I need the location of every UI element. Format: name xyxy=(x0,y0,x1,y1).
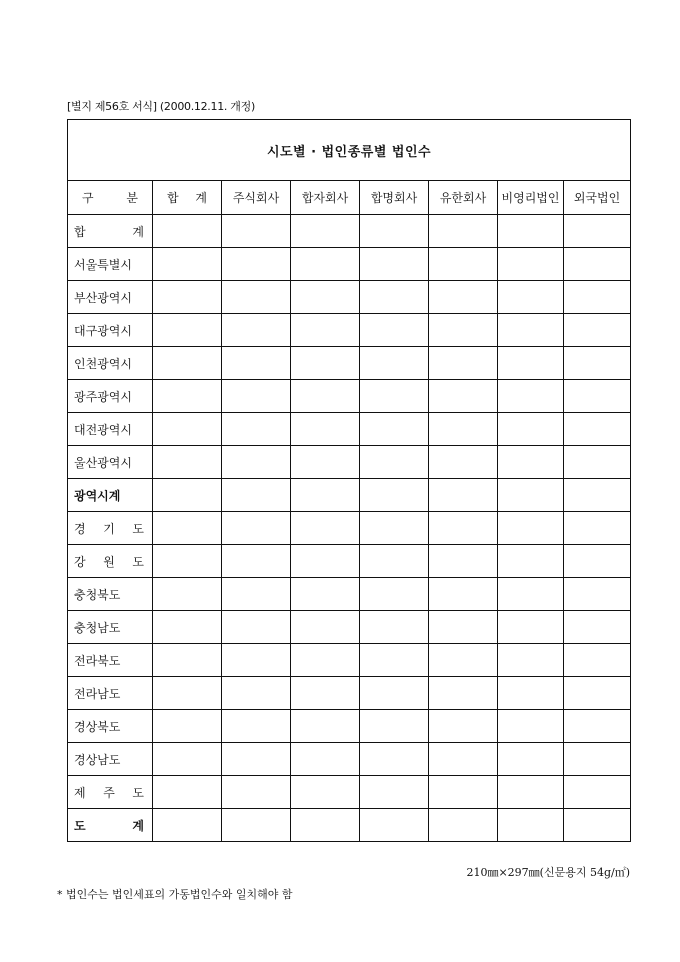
entry-cell[interactable] xyxy=(291,413,360,446)
table-row xyxy=(68,743,631,776)
entry-cell[interactable] xyxy=(360,413,429,446)
row-label: 경 기 도 xyxy=(68,512,153,545)
entry-cell[interactable] xyxy=(360,809,429,842)
entry-cell[interactable] xyxy=(153,479,222,512)
entry-cell[interactable] xyxy=(564,743,631,776)
entry-cell[interactable] xyxy=(222,347,291,380)
entry-cell[interactable] xyxy=(498,347,564,380)
entry-cell[interactable] xyxy=(153,314,222,347)
row-label: 도 계 xyxy=(68,809,153,842)
entry-cell[interactable] xyxy=(498,479,564,512)
entry-cell[interactable] xyxy=(564,545,631,578)
entry-cell[interactable] xyxy=(429,380,498,413)
entry-cell[interactable] xyxy=(429,446,498,479)
entry-cell[interactable] xyxy=(360,215,429,248)
entry-cell[interactable] xyxy=(498,281,564,314)
entry-cell[interactable] xyxy=(291,545,360,578)
entry-cell[interactable] xyxy=(498,809,564,842)
entry-cell[interactable] xyxy=(564,578,631,611)
entry-cell[interactable] xyxy=(153,809,222,842)
entry-cell[interactable] xyxy=(291,809,360,842)
entry-cell[interactable] xyxy=(498,578,564,611)
entry-cell[interactable] xyxy=(429,809,498,842)
table-row xyxy=(68,380,631,413)
entry-cell[interactable] xyxy=(564,644,631,677)
row-label: 울산광역시 xyxy=(68,446,153,479)
entry-cell[interactable] xyxy=(564,281,631,314)
table-row xyxy=(68,215,631,248)
entry-cell[interactable] xyxy=(291,743,360,776)
table-row xyxy=(68,479,631,512)
table-row xyxy=(68,281,631,314)
row-label: 제 주 도 xyxy=(68,776,153,809)
entry-cell[interactable] xyxy=(429,479,498,512)
row-label: 대구광역시 xyxy=(68,314,153,347)
entry-cell[interactable] xyxy=(564,479,631,512)
entry-cell[interactable] xyxy=(222,611,291,644)
entry-cell[interactable] xyxy=(291,479,360,512)
entry-cell[interactable] xyxy=(498,710,564,743)
entry-cell[interactable] xyxy=(153,248,222,281)
entry-cell[interactable] xyxy=(291,347,360,380)
entry-cell[interactable] xyxy=(153,446,222,479)
entry-cell[interactable] xyxy=(153,545,222,578)
entry-cell[interactable] xyxy=(360,380,429,413)
row-label: 대전광역시 xyxy=(68,413,153,446)
entry-cell[interactable] xyxy=(564,611,631,644)
entry-cell[interactable] xyxy=(429,644,498,677)
footnote: * 법인수는 법인세표의 가동법인수와 일치해야 함 xyxy=(57,888,293,901)
table-row xyxy=(68,512,631,545)
table-row xyxy=(68,347,631,380)
entry-cell[interactable] xyxy=(222,545,291,578)
entry-cell[interactable] xyxy=(153,611,222,644)
entry-cell[interactable] xyxy=(222,809,291,842)
entry-cell[interactable] xyxy=(498,677,564,710)
entry-cell[interactable] xyxy=(429,677,498,710)
entry-cell[interactable] xyxy=(153,413,222,446)
column-header: 유한회사 xyxy=(429,181,498,215)
entry-cell[interactable] xyxy=(153,644,222,677)
entry-cell[interactable] xyxy=(564,380,631,413)
entry-cell[interactable] xyxy=(153,578,222,611)
entry-cell[interactable] xyxy=(360,644,429,677)
table-row xyxy=(68,248,631,281)
table-row xyxy=(68,446,631,479)
entry-cell[interactable] xyxy=(222,776,291,809)
entry-cell[interactable] xyxy=(564,809,631,842)
row-label: 경상남도 xyxy=(68,743,153,776)
entry-cell[interactable] xyxy=(291,578,360,611)
entry-cell[interactable] xyxy=(153,743,222,776)
table-row xyxy=(68,314,631,347)
entry-cell[interactable] xyxy=(360,248,429,281)
table-row xyxy=(68,809,631,842)
table-row xyxy=(68,677,631,710)
entry-cell[interactable] xyxy=(291,248,360,281)
entry-cell[interactable] xyxy=(360,314,429,347)
entry-cell[interactable] xyxy=(291,281,360,314)
entry-cell[interactable] xyxy=(222,743,291,776)
row-label: 광역시계 xyxy=(68,479,153,512)
entry-cell[interactable] xyxy=(498,644,564,677)
entry-cell[interactable] xyxy=(291,776,360,809)
entry-cell[interactable] xyxy=(360,611,429,644)
form-header: [별지 제56호 서식] (2000.12.11. 개정) xyxy=(67,100,255,113)
entry-cell[interactable] xyxy=(222,644,291,677)
corporation-count-table xyxy=(67,119,631,842)
entry-cell[interactable] xyxy=(564,215,631,248)
column-header: 비영리법인 xyxy=(498,181,564,215)
entry-cell[interactable] xyxy=(429,578,498,611)
row-label: 충청북도 xyxy=(68,578,153,611)
table-row xyxy=(68,545,631,578)
entry-cell[interactable] xyxy=(564,710,631,743)
entry-cell[interactable] xyxy=(222,512,291,545)
entry-cell[interactable] xyxy=(291,710,360,743)
entry-cell[interactable] xyxy=(498,743,564,776)
paper-size-note: 210㎜×297㎜(신문용지 54g/㎡) xyxy=(466,866,630,879)
row-label: 부산광역시 xyxy=(68,281,153,314)
entry-cell[interactable] xyxy=(498,446,564,479)
table-row xyxy=(68,710,631,743)
table-title: 시도별 · 법인종류별 법인수 xyxy=(68,120,631,181)
entry-cell[interactable] xyxy=(291,314,360,347)
row-label: 서울특별시 xyxy=(68,248,153,281)
entry-cell[interactable] xyxy=(222,479,291,512)
entry-cell[interactable] xyxy=(564,248,631,281)
table-row xyxy=(68,776,631,809)
entry-cell[interactable] xyxy=(153,347,222,380)
table-row xyxy=(68,644,631,677)
entry-cell[interactable] xyxy=(222,314,291,347)
entry-cell[interactable] xyxy=(498,314,564,347)
entry-cell[interactable] xyxy=(429,314,498,347)
column-header: 구 분 xyxy=(68,181,153,215)
entry-cell[interactable] xyxy=(222,380,291,413)
entry-cell[interactable] xyxy=(153,710,222,743)
entry-cell[interactable] xyxy=(291,446,360,479)
entry-cell[interactable] xyxy=(564,512,631,545)
entry-cell[interactable] xyxy=(564,677,631,710)
entry-cell[interactable] xyxy=(360,512,429,545)
entry-cell[interactable] xyxy=(429,545,498,578)
entry-cell[interactable] xyxy=(429,215,498,248)
entry-cell[interactable] xyxy=(360,578,429,611)
entry-cell[interactable] xyxy=(498,776,564,809)
entry-cell[interactable] xyxy=(291,380,360,413)
entry-cell[interactable] xyxy=(564,314,631,347)
entry-cell[interactable] xyxy=(429,710,498,743)
row-label: 전라북도 xyxy=(68,644,153,677)
entry-cell[interactable] xyxy=(498,545,564,578)
entry-cell[interactable] xyxy=(429,743,498,776)
entry-cell[interactable] xyxy=(153,215,222,248)
table-body xyxy=(68,215,631,842)
entry-cell[interactable] xyxy=(498,611,564,644)
entry-cell[interactable] xyxy=(153,281,222,314)
entry-cell[interactable] xyxy=(153,380,222,413)
entry-cell[interactable] xyxy=(222,215,291,248)
entry-cell[interactable] xyxy=(564,446,631,479)
entry-cell[interactable] xyxy=(360,281,429,314)
entry-cell[interactable] xyxy=(429,248,498,281)
table-row xyxy=(68,578,631,611)
entry-cell[interactable] xyxy=(429,413,498,446)
entry-cell[interactable] xyxy=(429,281,498,314)
entry-cell[interactable] xyxy=(222,281,291,314)
entry-cell[interactable] xyxy=(360,776,429,809)
title-row xyxy=(68,120,631,181)
entry-cell[interactable] xyxy=(153,677,222,710)
entry-cell[interactable] xyxy=(498,248,564,281)
entry-cell[interactable] xyxy=(222,710,291,743)
table-row xyxy=(68,611,631,644)
entry-cell[interactable] xyxy=(429,776,498,809)
entry-cell[interactable] xyxy=(222,677,291,710)
entry-cell[interactable] xyxy=(498,215,564,248)
entry-cell[interactable] xyxy=(222,578,291,611)
entry-cell[interactable] xyxy=(564,347,631,380)
entry-cell[interactable] xyxy=(222,446,291,479)
row-label: 전라남도 xyxy=(68,677,153,710)
column-header: 외국법인 xyxy=(564,181,631,215)
column-header: 합 계 xyxy=(153,181,222,215)
column-header: 합자회사 xyxy=(291,181,360,215)
entry-cell[interactable] xyxy=(360,545,429,578)
entry-cell[interactable] xyxy=(429,347,498,380)
entry-cell[interactable] xyxy=(360,347,429,380)
row-label: 합 계 xyxy=(68,215,153,248)
entry-cell[interactable] xyxy=(429,512,498,545)
row-label: 인천광역시 xyxy=(68,347,153,380)
entry-cell[interactable] xyxy=(498,380,564,413)
column-header: 주식회사 xyxy=(222,181,291,215)
row-label: 충청남도 xyxy=(68,611,153,644)
entry-cell[interactable] xyxy=(291,215,360,248)
entry-cell[interactable] xyxy=(291,644,360,677)
row-label: 경상북도 xyxy=(68,710,153,743)
form-frame xyxy=(67,119,630,842)
entry-cell[interactable] xyxy=(360,743,429,776)
row-label: 광주광역시 xyxy=(68,380,153,413)
row-label: 강 원 도 xyxy=(68,545,153,578)
table-row xyxy=(68,413,631,446)
column-header: 합명회사 xyxy=(360,181,429,215)
entry-cell[interactable] xyxy=(429,611,498,644)
column-header-row xyxy=(68,181,631,215)
entry-cell[interactable] xyxy=(360,677,429,710)
entry-cell[interactable] xyxy=(360,479,429,512)
entry-cell[interactable] xyxy=(498,413,564,446)
entry-cell[interactable] xyxy=(153,776,222,809)
entry-cell[interactable] xyxy=(291,677,360,710)
entry-cell[interactable] xyxy=(222,248,291,281)
entry-cell[interactable] xyxy=(498,512,564,545)
entry-cell[interactable] xyxy=(291,512,360,545)
entry-cell[interactable] xyxy=(153,512,222,545)
entry-cell[interactable] xyxy=(564,413,631,446)
entry-cell[interactable] xyxy=(291,611,360,644)
entry-cell[interactable] xyxy=(564,776,631,809)
entry-cell[interactable] xyxy=(360,710,429,743)
entry-cell[interactable] xyxy=(360,446,429,479)
entry-cell[interactable] xyxy=(222,413,291,446)
